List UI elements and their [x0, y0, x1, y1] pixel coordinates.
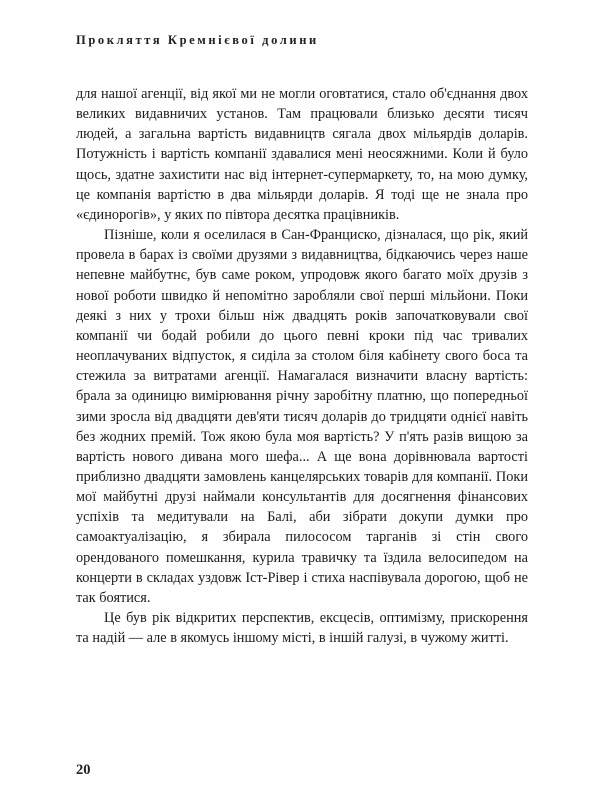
body-paragraph: для нашої агенції, від якої ми не могли оговтатися, стало об'єднання двох великих видавничих установ. Там працювали близько десяти тисяч людей, а загальна вартість видавництв сягала двох мільярдів доларів. Потужність і вартість компанії здавалися мені неосяжними. Коли й було щось, здатне захистити нас від інтернет-супермаркету, то, на мою думку, це компанія вартістю в два мільярди доларів. Я тоді ще не знала про «єдинорогів», у яких по півтора десятка працівників. [76, 86, 528, 223]
body-paragraph: Це був рік відкритих перспектив, ексцесів, оптимізму, прискорення та надій — але в якомусь іншому місті, в іншій галузі, в чужому житті. [76, 610, 528, 647]
page-number: 20 [76, 762, 91, 778]
body-text-block [76, 84, 528, 648]
running-header: Прокляття Кремнієвої долини [76, 33, 319, 47]
body-paragraph: Пізніше, коли я оселилася в Сан-Франциско, дізналася, що рік, який провела в барах із своїми друзями з видавництва, бідкаючись через наше непевне майбутнє, був саме роком, упродовж якого багато моїх друзів з нової роботи швидко й непомітно заробляли свої перші мільйони. Поки деякі з них у трохи більш ніж двадцять років започатковували свої компанії чи бодай робили до цього певні кроки під час тривалих неоплачуваних відпусток, я сиділа за столом біля кабінету свого боса та стежила за витратами агенції. Намагалася визначити власну вартість: брала за одиницю вимірювання річну заробітну платню, що попередньої зими зросла від двадцяти дев'яти тисяч доларів до тридцяти однієї навіть без жодних премій. Тож якою була моя вартість? У п'ять разів вищою за вартість нового дивана мого шефа... А ще вона дорівнювала вартості приблизно двадцяти замовлень канцелярських товарів для компанії. Поки мої майбутні друзі наймали консультантів для досягнення фінансових успіхів та медитували на Балі, аби зібрати докупи думки про самоактуалізацію, я збирала пилососом тарганів зі стін свого орендованого помешкання, курила травичку та їздила велосипедом на концерти в складах уздовж Іст-Рівер і стиха наспівувала дорогою, щоб не так боятися. [76, 227, 528, 606]
